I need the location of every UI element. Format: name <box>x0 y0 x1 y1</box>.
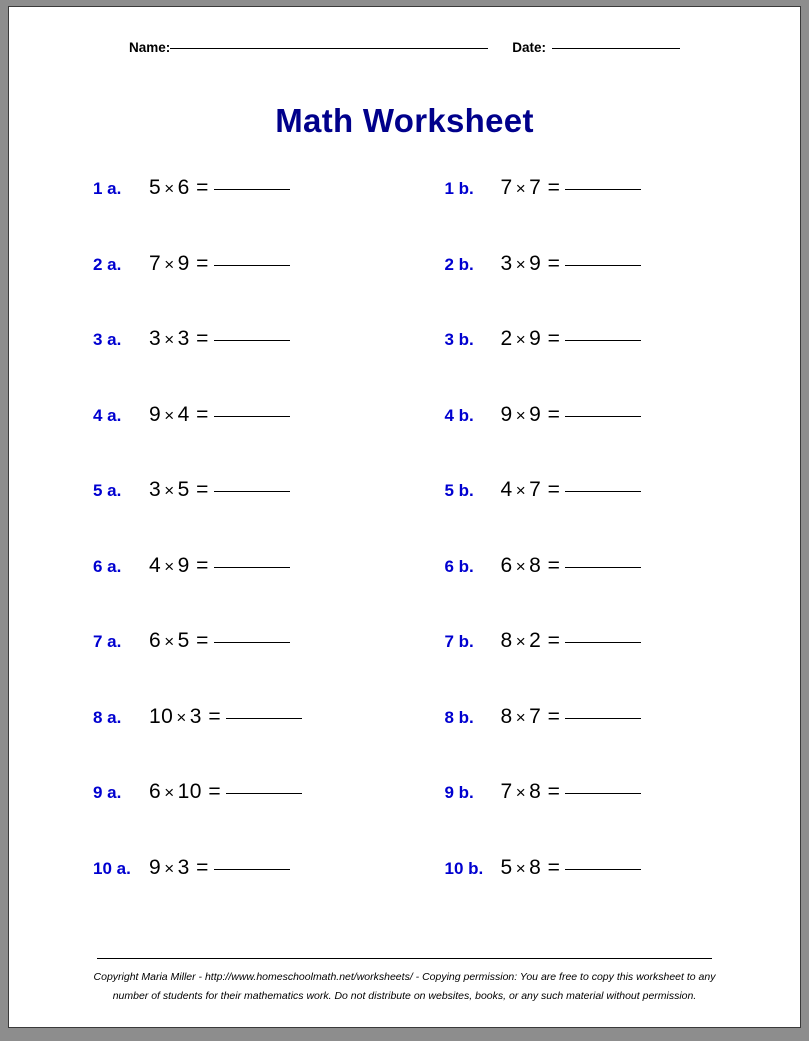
problem-number: 9 a. <box>93 783 122 802</box>
answer-blank[interactable] <box>565 265 641 266</box>
problem-number: 7 b. <box>444 632 474 651</box>
problem-number: 10 b. <box>444 858 484 878</box>
problem-expression <box>501 705 642 729</box>
operand-right: 3 <box>177 327 190 350</box>
problem-grid <box>9 176 800 931</box>
operand-left: 8 <box>500 704 513 728</box>
operand-left: 3 <box>149 478 162 501</box>
answer-blank[interactable] <box>565 567 641 568</box>
problem-expression <box>501 478 642 502</box>
operand-right: 9 <box>177 251 190 275</box>
operand-left: 3 <box>149 327 162 350</box>
operand-left: 7 <box>149 251 162 275</box>
problem-expression <box>149 554 290 578</box>
problem-item <box>93 327 405 403</box>
equals-sign: = <box>196 327 209 350</box>
equals-sign: = <box>547 629 561 652</box>
multiply-icon: × <box>515 405 527 425</box>
operand-left: 7 <box>500 176 513 199</box>
problem-item <box>93 478 405 554</box>
problem-number: 8 b. <box>444 707 474 727</box>
answer-blank[interactable] <box>565 793 641 794</box>
operand-right: 8 <box>529 855 542 879</box>
copyright-line-2: number of students for their mathematics work. Do not distribute on websites, books, or any such material without permission. <box>112 989 697 1002</box>
answer-blank[interactable] <box>565 642 641 643</box>
operand-left: 9 <box>149 855 162 879</box>
operand-left: 2 <box>500 327 513 350</box>
problem-number: 7 a. <box>93 632 122 651</box>
multiply-icon: × <box>164 405 175 425</box>
problem-expression <box>501 780 642 804</box>
problem-expression <box>501 176 642 200</box>
problem-number: 3 a. <box>93 330 122 349</box>
copyright-line-1: Copyright Maria Miller - http://www.homeschoolmath.net/worksheets/ - Copying permission: You are free to copy this worksheet to any <box>93 971 716 984</box>
answer-blank[interactable] <box>226 718 302 719</box>
multiply-icon: × <box>515 481 527 500</box>
operand-left: 7 <box>500 780 513 803</box>
problem-item <box>93 176 405 252</box>
problem-item <box>445 478 801 554</box>
multiply-icon: × <box>515 556 527 576</box>
problem-expression <box>149 478 290 502</box>
problem-number: 9 b. <box>444 783 474 802</box>
answer-blank[interactable] <box>565 340 641 341</box>
problem-expression <box>501 403 642 427</box>
operand-right: 9 <box>529 251 542 275</box>
problem-expression <box>149 176 290 200</box>
answer-blank[interactable] <box>214 265 290 266</box>
operand-right: 9 <box>529 402 542 426</box>
operand-right: 5 <box>177 478 190 501</box>
problem-number: 10 a. <box>93 858 131 878</box>
equals-sign: = <box>547 780 561 803</box>
multiply-icon: × <box>515 783 527 802</box>
operand-left: 10 <box>149 704 174 728</box>
problem-expression <box>501 252 642 276</box>
answer-blank[interactable] <box>214 189 290 190</box>
equals-sign: = <box>196 251 209 275</box>
problem-expression <box>149 780 302 804</box>
name-date-row <box>9 7 800 55</box>
footer-divider <box>97 958 712 959</box>
equals-sign: = <box>196 629 209 652</box>
date-label: Date: <box>512 40 547 55</box>
problem-number: 5 b. <box>444 481 474 500</box>
multiply-icon: × <box>164 330 175 349</box>
operand-right: 10 <box>177 780 202 803</box>
equals-sign: = <box>547 704 561 728</box>
problem-number: 6 a. <box>93 556 122 576</box>
problem-column-b <box>405 176 801 931</box>
answer-blank[interactable] <box>214 416 290 417</box>
equals-sign: = <box>196 402 209 426</box>
multiply-icon: × <box>164 556 175 576</box>
problem-expression <box>149 403 290 427</box>
answer-blank[interactable] <box>214 491 290 492</box>
problem-column-a <box>9 176 405 931</box>
multiply-icon: × <box>164 179 175 198</box>
equals-sign: = <box>547 855 561 879</box>
operand-right: 2 <box>529 629 542 652</box>
problem-item <box>93 705 405 781</box>
multiply-icon: × <box>164 783 175 802</box>
multiply-icon: × <box>515 254 527 274</box>
problem-expression <box>501 554 642 578</box>
equals-sign: = <box>208 780 222 803</box>
problem-item <box>93 252 405 328</box>
multiply-icon: × <box>515 858 527 878</box>
answer-blank[interactable] <box>565 189 641 190</box>
answer-blank[interactable] <box>565 416 641 417</box>
multiply-icon: × <box>515 707 527 727</box>
answer-blank[interactable] <box>565 718 641 719</box>
worksheet-page <box>8 6 801 1028</box>
operand-left: 5 <box>149 176 162 199</box>
problem-number: 2 a. <box>93 254 122 274</box>
problem-item <box>93 856 405 932</box>
operand-right: 8 <box>529 780 542 803</box>
equals-sign: = <box>547 176 561 199</box>
problem-number: 1 b. <box>444 179 474 198</box>
problem-item <box>445 176 801 252</box>
problem-item <box>445 327 801 403</box>
operand-right: 6 <box>177 176 190 199</box>
problem-item <box>93 780 405 856</box>
problem-item <box>445 705 801 781</box>
multiply-icon: × <box>164 254 175 274</box>
operand-left: 6 <box>149 780 162 803</box>
answer-blank[interactable] <box>214 869 290 870</box>
problem-expression <box>149 327 290 351</box>
problem-number: 4 a. <box>93 405 122 425</box>
date-write-line[interactable] <box>552 48 680 49</box>
problem-number: 2 b. <box>444 254 474 274</box>
operand-right: 5 <box>177 629 190 652</box>
page-title: Math Worksheet <box>275 102 534 139</box>
operand-left: 6 <box>500 553 513 577</box>
problem-item <box>445 554 801 630</box>
problem-expression <box>501 629 642 653</box>
operand-left: 3 <box>500 251 513 275</box>
equals-sign: = <box>547 553 561 577</box>
operand-right: 7 <box>529 704 542 728</box>
problem-expression <box>149 629 290 653</box>
multiply-icon: × <box>164 858 175 878</box>
operand-right: 4 <box>177 402 190 426</box>
problem-expression <box>149 252 290 276</box>
problem-number: 6 b. <box>444 556 474 576</box>
problem-expression <box>149 705 302 729</box>
equals-sign: = <box>196 855 209 879</box>
problem-item <box>93 554 405 630</box>
problem-item <box>445 252 801 328</box>
operand-left: 9 <box>149 402 162 426</box>
problem-number: 4 b. <box>444 405 474 425</box>
operand-right: 9 <box>529 327 542 350</box>
equals-sign: = <box>547 478 561 501</box>
name-write-line[interactable] <box>170 48 488 49</box>
problem-number: 3 b. <box>444 330 474 349</box>
operand-left: 9 <box>500 402 513 426</box>
operand-left: 4 <box>500 478 513 501</box>
problem-item <box>445 856 801 932</box>
operand-right: 3 <box>177 855 190 879</box>
answer-blank[interactable] <box>565 491 641 492</box>
operand-right: 7 <box>529 176 542 199</box>
multiply-icon: × <box>164 632 175 651</box>
problem-item <box>93 403 405 479</box>
answer-blank[interactable] <box>214 567 290 568</box>
multiply-icon: × <box>515 330 527 349</box>
problem-item <box>445 403 801 479</box>
multiply-icon: × <box>164 481 175 500</box>
equals-sign: = <box>547 402 561 426</box>
problem-expression <box>149 856 290 880</box>
problem-item <box>93 629 405 705</box>
equals-sign: = <box>547 251 561 275</box>
equals-sign: = <box>196 478 209 501</box>
problem-number: 1 a. <box>93 179 122 198</box>
equals-sign: = <box>196 553 209 577</box>
operand-right: 9 <box>177 553 190 577</box>
answer-blank[interactable] <box>226 793 302 794</box>
operand-left: 8 <box>500 629 513 652</box>
answer-blank[interactable] <box>214 340 290 341</box>
operand-left: 6 <box>149 629 162 652</box>
multiply-icon: × <box>176 707 187 727</box>
footer <box>9 958 800 1005</box>
problem-number: 8 a. <box>93 707 122 727</box>
equals-sign: = <box>547 327 561 350</box>
problem-number: 5 a. <box>93 481 122 500</box>
equals-sign: = <box>196 176 209 199</box>
problem-item <box>445 780 801 856</box>
operand-left: 4 <box>149 553 162 577</box>
answer-blank[interactable] <box>565 869 641 870</box>
multiply-icon: × <box>515 632 527 651</box>
name-label: Name: <box>128 40 171 55</box>
equals-sign: = <box>208 704 222 728</box>
operand-right: 7 <box>529 478 542 501</box>
multiply-icon: × <box>515 179 527 198</box>
answer-blank[interactable] <box>214 642 290 643</box>
problem-item <box>445 629 801 705</box>
operand-right: 8 <box>529 553 542 577</box>
operand-right: 3 <box>189 704 202 728</box>
problem-expression <box>501 327 642 351</box>
problem-expression <box>501 856 642 880</box>
operand-left: 5 <box>500 855 513 879</box>
